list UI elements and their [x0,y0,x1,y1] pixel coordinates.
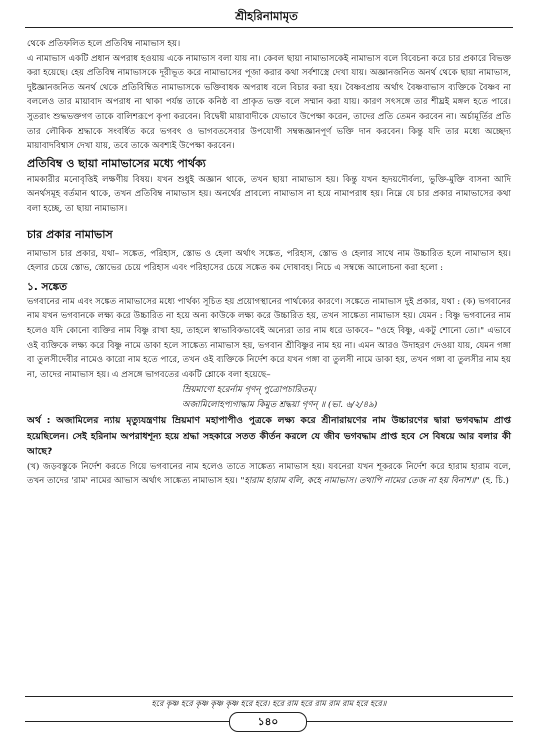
main-text [27,37,511,489]
section-difference-body: নামকারীর মনোবৃত্তিই লক্ষণীয় বিষয়। যখন শুধুই অজ্ঞান থাকে, তখন ছায়া নামাভাস হয়। কিন্তু যখন হৃদয়দৌর্বল্য, ভুক্তি-মুক্তি বাসনা আদি অনর্থসমূহ বর্তমান থাকে, তখন প্রতিবিম্ব নামাভাস হয়। অনর্থের প্রাবল্যে নামাভাস না হয়ে নামাপরাধ হয়। নিম্নে যে চার প্রকার নামাভাসের কথা বলা হচ্ছে, তা ছায়া নামাভাস। [27,174,511,214]
page-number: ১৪০ [229,712,307,732]
footer-mantra: হরে কৃষ্ণ হরে কৃষ্ণ কৃষ্ণ কৃষ্ণ হরে হরে। হরে রাম হরে রাম রাম রাম হরে হরে॥ [151,699,387,708]
footer-rule [25,696,513,697]
kha-text: (খ) জড়বস্তুকে নির্দেশ করতে গিয়ে ভগবানের নাম হলেও তাতে সাঙ্কেত্য নামাভাস হয়। যবনেরা যখন শূকরকে নির্দেশ করে হারাম হারাম বলে, তখন তাদের 'রাম' নামের আভাস অর্থাৎ সাঙ্কেত্য নামাভাস হয়। [27,461,511,487]
kha-quote: "হারাম হারাম বলি, কহে নামাভাস। তথাপি নামের তেজ না হয় বিনাশ॥" [240,476,480,487]
section-heading-difference: প্রতিবিম্ব ও ছায়া নামাভাসের মধ্যে পার্থক্য [27,156,206,170]
paragraph-kha [27,460,511,489]
meaning-label: অর্থ : [27,415,51,427]
sanketa-body: ভগবানের নাম এবং সঙ্কেত নামাভাসের মধ্যে পার্থক্য সূচিত হয় প্রয়োগস্থানের পার্থক্যের কারণে। সঙ্কেতে নামাভাস দুই প্রকার, যথা : (ক) ভগবানের নাম যখন ভগবানকে লক্ষ্য করে উচ্চারিত না হয়ে অন্য কাউকে লক্ষ্য করে উচ্চারিত হয়, তখন সাঙ্কেত্য নামাভাস হয়। যেমন : বিষ্ণু ভগবানের নাম হলেও যদি কোনো ব্যক্তির নাম বিষ্ণু রাখা হয়, তাহলে স্বাভাবিকভাবেই অন্যেরা তার নাম ধরে ডাকবে– "ওহে বিষ্ণু, একটু শোনো তো।" এভাবে ওই ব্যক্তিকে লক্ষ্য করে বিষ্ণু নামে ডাকা হলে সাঙ্কেত্য নামাভাস হয়, ভগবান শ্রীবিষ্ণুর নাম হয় না। এমন আরও উদাহরণ দেওয়া যায়, যেমন গঙ্গা বা তুলসীদেবীর নামেও কারো নাম হতে পারে, তখন ওই ব্যক্তিকে নির্দেশ করে যখন গঙ্গা বা তুলসী নামে ডাকা হয়, তখন গঙ্গা বা তুলসীর নাম হয় না, তাদের নামাভাস হয়। এ প্রসঙ্গে ভাগবতের একটি শ্লোকে বলা হয়েছে– [27,296,511,380]
verse-line-2: অজামিলোহপ্যগাদ্ধাম কিমুত শ্রদ্ধয়া গৃণন্ ॥ (ভা. ৬/২/৪৯) [182,399,378,410]
page-number-rule-right [305,721,513,722]
header-rule [25,27,513,28]
running-head: শ্রীহরিনামামৃত [235,9,298,23]
page-number-rule-left [25,721,229,722]
kha-quote-source: (হ. চি.) [482,476,509,487]
intro-paragraph-2: এ নামাভাস একটি প্রধান অপরাধ হওয়ায় একে নামাভাস বলা যায় না। কেবল ছায়া নামাভাসকেই নামাভাস বলে বিবেচনা করে চার প্রকারে বিভক্ত করা হয়েছে। হেয় প্রতিবিম্ব নামাভাসকে দূরীভূত করে নামাভাসের পূজা করার কথা সর্বশাস্ত্রে দেখা যায়। অজ্ঞানজনিত অনর্থ থেকে ছায়া নামাভাস, দুষ্টজ্ঞানজনিত অনর্থ থেকে প্রতিবিম্বিত নামাভাসকে ভক্তিবাধক অপরাধ বলে বিচার করা হয়। বৈষ্ণবপ্রায় অর্থাৎ বৈষ্ণবাভাস ব্যক্তিকে বৈষ্ণব না বললেও তার মায়াবাদ অপরাধ না থাকা পর্যন্ত তাকে কনিষ্ঠ বা প্রাকৃত ভক্ত বলে সম্মান করা যায়। কারণ সৎসঙ্গে তার শীঘ্রই মঙ্গল হতে পারে। সুতরাং শুদ্ধভক্তগণ তাকে বালিশরূপে কৃপা করবেন। বিদ্বেষী মায়াবাদীকে যেভাবে উপেক্ষা করেন, তাদের প্রতি তেমন করবেন না। অর্চামূর্তির প্রতি তার লৌকিক শ্রদ্ধাকে সংবর্ধিত করে ভগবৎ ও ভাগবতসেবার উপযোগী সম্বন্ধজ্ঞানপূর্ণ ভক্তি দান করবেন। কিন্তু যদি তার মধ্যে অচ্ছেদ্য মায়াবাদবিশ্বাস দেখা যায়, তবে তাকে অবশ্যই উপেক্ষা করবেন। [27,53,511,152]
verse-line-1: ম্রিয়মাণো হরের্নাম গৃণন্ পুত্রোপচারিতম্। [182,385,316,396]
sanskrit-verse [182,383,511,412]
section-heading-four-kinds: চার প্রকার নামাভাস [27,227,113,241]
intro-paragraph-1: থেকে প্রতিফলিত হলে প্রতিবিম্ব নামাভাস হয়। [27,39,181,49]
verse-meaning [27,413,511,459]
subsection-heading-sanketa: ১. সঙ্কেত [27,280,68,293]
section-four-kinds-body: নামাভাস চার প্রকার, যথা– সঙ্কেত, পরিহাস, স্তোভ ও হেলা অর্থাৎ সঙ্কেত, পরিহাস, স্তোভ ও হেলার সাথে নাম উচ্চারিত হলে নামাভাস হয়। হেলার চেয়ে স্তোভ, স্তোভের চেয়ে পরিহাস এবং পরিহাসের চেয়ে সঙ্কেত কম দোষাবহ। নিচে এ সম্বন্ধে আলোচনা করা হলো : [27,248,511,274]
meaning-text: অজামিলের ন্যায় মৃত্যুযন্ত্রণায় ম্রিয়মাণ মহাপাপীও পুত্রকে লক্ষ্য করে শ্রীনারায়ণের নাম উচ্চারণের দ্বারা ভগবদ্ধাম প্রাপ্ত হয়েছিলেন। সেই হরিনাম অপরাধশূন্য হয়ে শ্রদ্ধা সহকারে সতত কীর্তন করলে যে জীব ভগবদ্ধাম প্রাপ্ত হবে সে বিষয়ে আর বলার কী আছে? [27,415,512,458]
